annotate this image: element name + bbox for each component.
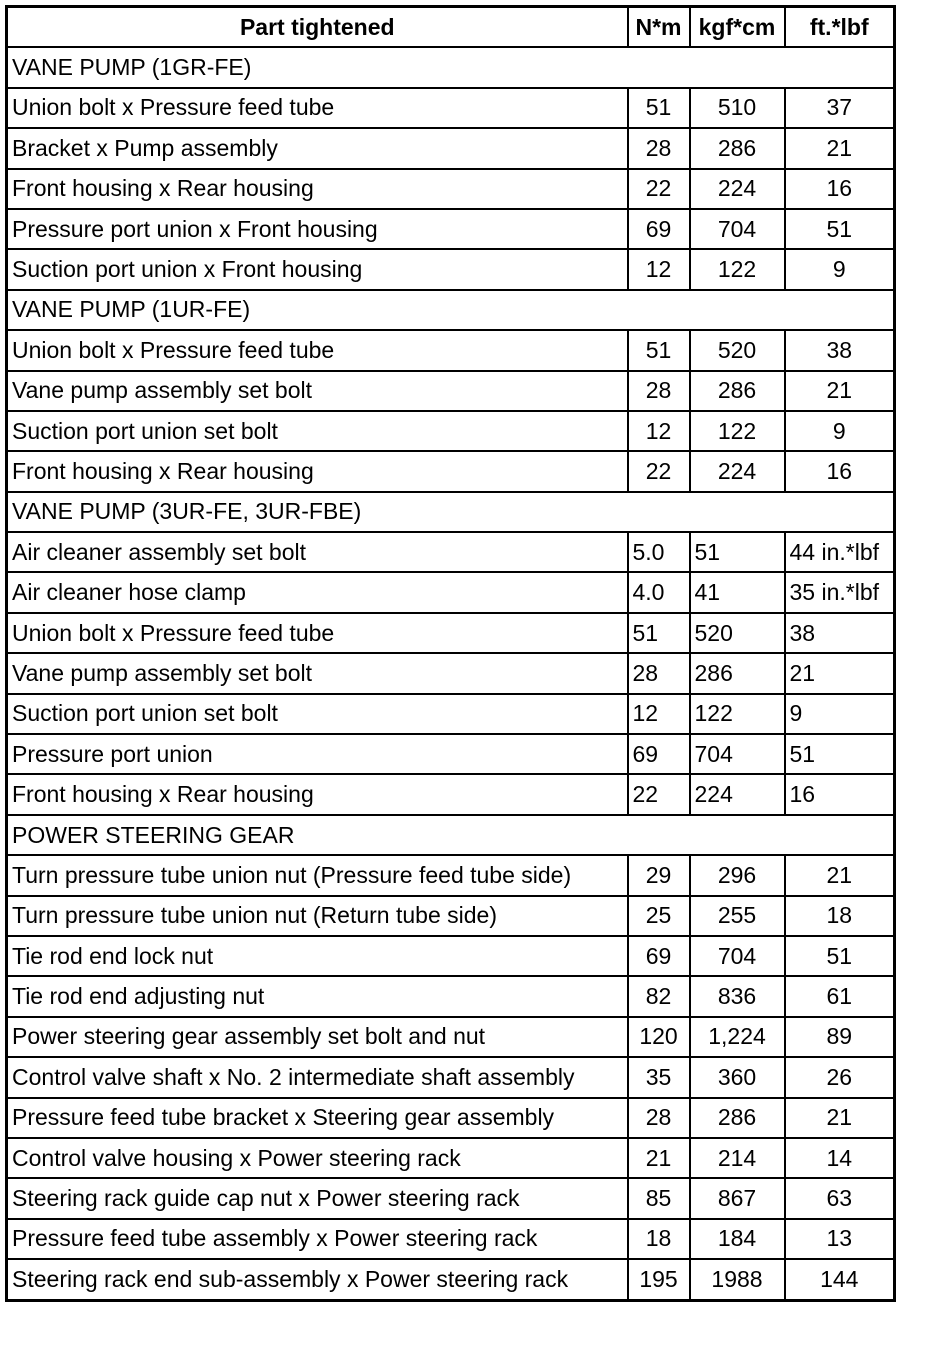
nm-cell: 82 xyxy=(628,976,690,1016)
table-row xyxy=(7,330,895,370)
part-cell: Turn pressure tube union nut (Pressure feed tube side) xyxy=(7,855,628,895)
nm-cell: 22 xyxy=(628,774,690,814)
part-cell: Control valve housing x Power steering rack xyxy=(7,1138,628,1178)
nm-cell: 69 xyxy=(628,734,690,774)
part-cell: Steering rack end sub-assembly x Power steering rack xyxy=(7,1259,628,1300)
nm-cell: 28 xyxy=(628,128,690,168)
kgfcm-cell: 296 xyxy=(690,855,785,895)
nm-cell: 85 xyxy=(628,1178,690,1218)
ftlbf-cell: 9 xyxy=(785,694,895,734)
kgfcm-cell: 214 xyxy=(690,1138,785,1178)
table-row xyxy=(7,88,895,128)
part-cell: Union bolt x Pressure feed tube xyxy=(7,330,628,370)
table-row xyxy=(7,653,895,693)
kgfcm-cell: 704 xyxy=(690,936,785,976)
part-cell: Air cleaner assembly set bolt xyxy=(7,532,628,572)
table-body xyxy=(7,47,895,1300)
table-row xyxy=(7,734,895,774)
ftlbf-cell: 14 xyxy=(785,1138,895,1178)
kgfcm-cell: 520 xyxy=(690,613,785,653)
ftlbf-cell: 37 xyxy=(785,88,895,128)
nm-cell: 29 xyxy=(628,855,690,895)
nm-cell: 28 xyxy=(628,653,690,693)
ftlbf-cell: 21 xyxy=(785,653,895,693)
ftlbf-cell: 21 xyxy=(785,1098,895,1138)
table-row xyxy=(7,774,895,814)
section-title: VANE PUMP (3UR-FE, 3UR-FBE) xyxy=(7,492,895,532)
section-title: POWER STEERING GEAR xyxy=(7,815,895,855)
part-cell: Pressure feed tube assembly x Power steering rack xyxy=(7,1219,628,1259)
torque-spec-table xyxy=(5,5,896,1302)
kgfcm-cell: 704 xyxy=(690,734,785,774)
ftlbf-cell: 38 xyxy=(785,613,895,653)
part-cell: Bracket x Pump assembly xyxy=(7,128,628,168)
part-cell: Vane pump assembly set bolt xyxy=(7,653,628,693)
kgfcm-cell: 224 xyxy=(690,774,785,814)
ftlbf-cell: 38 xyxy=(785,330,895,370)
ftlbf-cell: 51 xyxy=(785,734,895,774)
nm-cell: 51 xyxy=(628,88,690,128)
nm-cell: 35 xyxy=(628,1057,690,1097)
ftlbf-cell: 9 xyxy=(785,249,895,289)
nm-cell: 195 xyxy=(628,1259,690,1300)
part-cell: Air cleaner hose clamp xyxy=(7,572,628,612)
section-title: VANE PUMP (1GR-FE) xyxy=(7,47,895,87)
part-cell: Power steering gear assembly set bolt and nut xyxy=(7,1017,628,1057)
nm-cell: 18 xyxy=(628,1219,690,1259)
table-row xyxy=(7,169,895,209)
kgfcm-cell: 184 xyxy=(690,1219,785,1259)
table-row xyxy=(7,451,895,491)
nm-cell: 28 xyxy=(628,1098,690,1138)
table-row xyxy=(7,371,895,411)
part-cell: Union bolt x Pressure feed tube xyxy=(7,88,628,128)
ftlbf-cell: 144 xyxy=(785,1259,895,1300)
header-ftlbf: ft.*lbf xyxy=(785,7,895,48)
nm-cell: 69 xyxy=(628,936,690,976)
ftlbf-cell: 16 xyxy=(785,774,895,814)
part-cell: Suction port union set bolt xyxy=(7,694,628,734)
part-cell: Vane pump assembly set bolt xyxy=(7,371,628,411)
table-row xyxy=(7,1098,895,1138)
ftlbf-cell: 61 xyxy=(785,976,895,1016)
ftlbf-cell: 21 xyxy=(785,371,895,411)
table-row xyxy=(7,1138,895,1178)
kgfcm-cell: 122 xyxy=(690,249,785,289)
part-cell: Pressure feed tube bracket x Steering gear assembly xyxy=(7,1098,628,1138)
section-row xyxy=(7,290,895,330)
nm-cell: 12 xyxy=(628,249,690,289)
table-row xyxy=(7,1017,895,1057)
ftlbf-cell: 89 xyxy=(785,1017,895,1057)
section-title: VANE PUMP (1UR-FE) xyxy=(7,290,895,330)
table-row xyxy=(7,936,895,976)
nm-cell: 4.0 xyxy=(628,572,690,612)
ftlbf-cell: 21 xyxy=(785,855,895,895)
nm-cell: 21 xyxy=(628,1138,690,1178)
table-row xyxy=(7,249,895,289)
header-part: Part tightened xyxy=(7,7,628,48)
kgfcm-cell: 520 xyxy=(690,330,785,370)
nm-cell: 51 xyxy=(628,330,690,370)
nm-cell: 22 xyxy=(628,451,690,491)
kgfcm-cell: 510 xyxy=(690,88,785,128)
kgfcm-cell: 286 xyxy=(690,1098,785,1138)
ftlbf-cell: 13 xyxy=(785,1219,895,1259)
kgfcm-cell: 224 xyxy=(690,451,785,491)
nm-cell: 12 xyxy=(628,694,690,734)
kgfcm-cell: 122 xyxy=(690,694,785,734)
part-cell: Steering rack guide cap nut x Power steering rack xyxy=(7,1178,628,1218)
ftlbf-cell: 18 xyxy=(785,896,895,936)
kgfcm-cell: 286 xyxy=(690,128,785,168)
kgfcm-cell: 867 xyxy=(690,1178,785,1218)
table-row xyxy=(7,1178,895,1218)
ftlbf-cell: 51 xyxy=(785,936,895,976)
nm-cell: 25 xyxy=(628,896,690,936)
ftlbf-cell: 16 xyxy=(785,169,895,209)
table-row xyxy=(7,209,895,249)
kgfcm-cell: 255 xyxy=(690,896,785,936)
part-cell: Union bolt x Pressure feed tube xyxy=(7,613,628,653)
ftlbf-cell: 63 xyxy=(785,1178,895,1218)
ftlbf-cell: 16 xyxy=(785,451,895,491)
section-row xyxy=(7,492,895,532)
table-row xyxy=(7,411,895,451)
part-cell: Turn pressure tube union nut (Return tube side) xyxy=(7,896,628,936)
nm-cell: 28 xyxy=(628,371,690,411)
table-row xyxy=(7,613,895,653)
part-cell: Pressure port union xyxy=(7,734,628,774)
kgfcm-cell: 224 xyxy=(690,169,785,209)
part-cell: Tie rod end adjusting nut xyxy=(7,976,628,1016)
table-row xyxy=(7,694,895,734)
kgfcm-cell: 360 xyxy=(690,1057,785,1097)
part-cell: Suction port union x Front housing xyxy=(7,249,628,289)
nm-cell: 51 xyxy=(628,613,690,653)
part-cell: Front housing x Rear housing xyxy=(7,451,628,491)
section-row xyxy=(7,47,895,87)
kgfcm-cell: 286 xyxy=(690,653,785,693)
part-cell: Front housing x Rear housing xyxy=(7,169,628,209)
kgfcm-cell: 1,224 xyxy=(690,1017,785,1057)
kgfcm-cell: 41 xyxy=(690,572,785,612)
kgfcm-cell: 836 xyxy=(690,976,785,1016)
nm-cell: 22 xyxy=(628,169,690,209)
ftlbf-cell: 44 in.*lbf xyxy=(785,532,895,572)
section-row xyxy=(7,815,895,855)
part-cell: Suction port union set bolt xyxy=(7,411,628,451)
table-row xyxy=(7,1259,895,1300)
part-cell: Pressure port union x Front housing xyxy=(7,209,628,249)
table-row xyxy=(7,1219,895,1259)
ftlbf-cell: 21 xyxy=(785,128,895,168)
header-nm: N*m xyxy=(628,7,690,48)
nm-cell: 12 xyxy=(628,411,690,451)
header-kgfcm: kgf*cm xyxy=(690,7,785,48)
table-row xyxy=(7,976,895,1016)
kgfcm-cell: 51 xyxy=(690,532,785,572)
ftlbf-cell: 9 xyxy=(785,411,895,451)
nm-cell: 120 xyxy=(628,1017,690,1057)
kgfcm-cell: 704 xyxy=(690,209,785,249)
header-row xyxy=(7,7,895,48)
table-row xyxy=(7,572,895,612)
kgfcm-cell: 1988 xyxy=(690,1259,785,1300)
part-cell: Tie rod end lock nut xyxy=(7,936,628,976)
nm-cell: 69 xyxy=(628,209,690,249)
table-row xyxy=(7,855,895,895)
kgfcm-cell: 286 xyxy=(690,371,785,411)
ftlbf-cell: 51 xyxy=(785,209,895,249)
nm-cell: 5.0 xyxy=(628,532,690,572)
table-row xyxy=(7,1057,895,1097)
table-row xyxy=(7,896,895,936)
part-cell: Control valve shaft x No. 2 intermediate shaft assembly xyxy=(7,1057,628,1097)
table-row xyxy=(7,532,895,572)
table-row xyxy=(7,128,895,168)
ftlbf-cell: 35 in.*lbf xyxy=(785,572,895,612)
kgfcm-cell: 122 xyxy=(690,411,785,451)
ftlbf-cell: 26 xyxy=(785,1057,895,1097)
part-cell: Front housing x Rear housing xyxy=(7,774,628,814)
